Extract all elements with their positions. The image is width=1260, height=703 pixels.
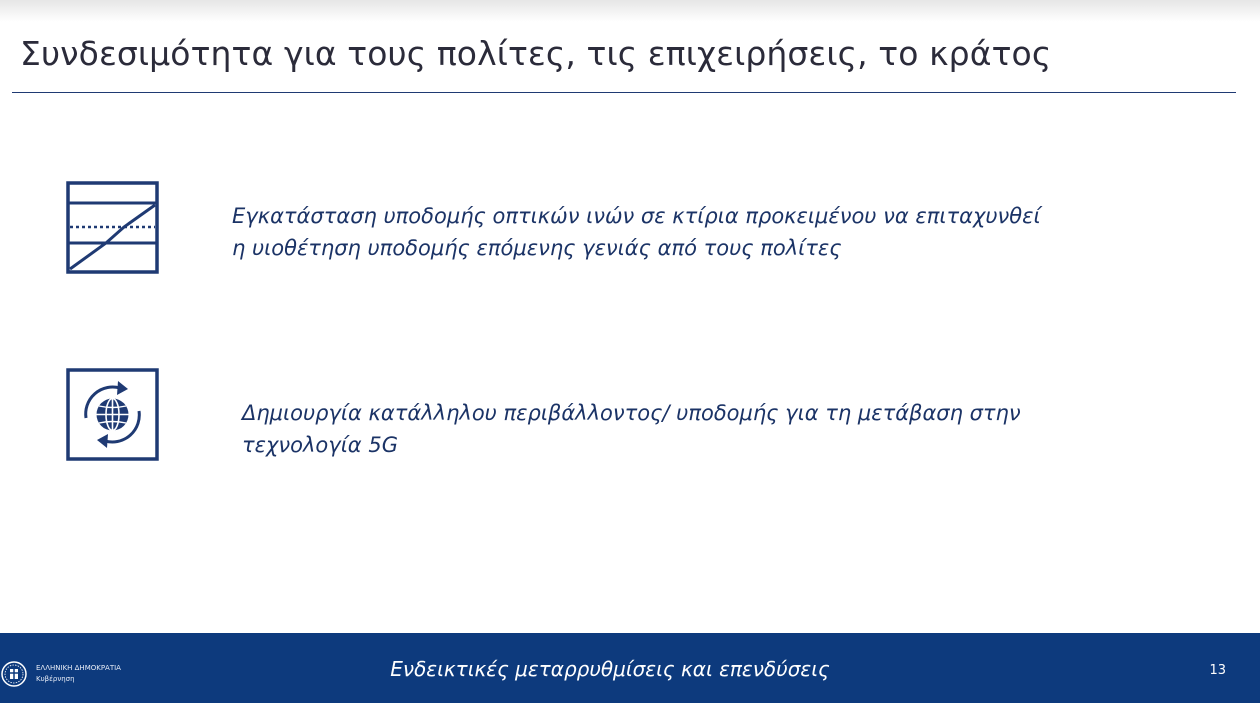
- footer-caption-text: Ενδεικτικές μεταρρυθμίσεις και επενδύσεις: [390, 657, 830, 681]
- page-number: 13: [1209, 663, 1226, 678]
- footer-caption: [0, 657, 1220, 681]
- point-5g-text: [242, 397, 1021, 461]
- point-5g-line-1: Δημιουργία κατάλληλου περιβάλλοντος/ υποδομής για τη μετάβαση στην: [242, 401, 1021, 425]
- top-shadow: [0, 0, 1260, 22]
- footer-org-line-2: Κυβέρνηση: [36, 675, 75, 683]
- point-fiber-text: [232, 200, 1041, 264]
- point-5g-line-2: τεχνολογία 5G: [242, 433, 398, 457]
- footer-org-line-1: ΕΛΛΗΝΙΚΗ ΔΗΜΟΚΡΑΤΙΑ: [36, 664, 121, 672]
- point-fiber-line-1: Εγκατάσταση υποδομής οπτικών ινών σε κτίρια προκειμένου να επιταχυνθεί: [232, 204, 1041, 228]
- slide-title: Συνδεσιμότητα για τους πολίτες, τις επιχειρήσεις, το κράτος: [20, 34, 1052, 73]
- title-divider: [12, 92, 1236, 93]
- globe-refresh-icon: [66, 368, 159, 461]
- point-fiber-line-2: η υιοθέτηση υποδομής επόμενης γενιάς από τους πολίτες: [232, 236, 842, 260]
- footer-bar: [0, 633, 1260, 703]
- fiber-building-icon: [66, 181, 159, 274]
